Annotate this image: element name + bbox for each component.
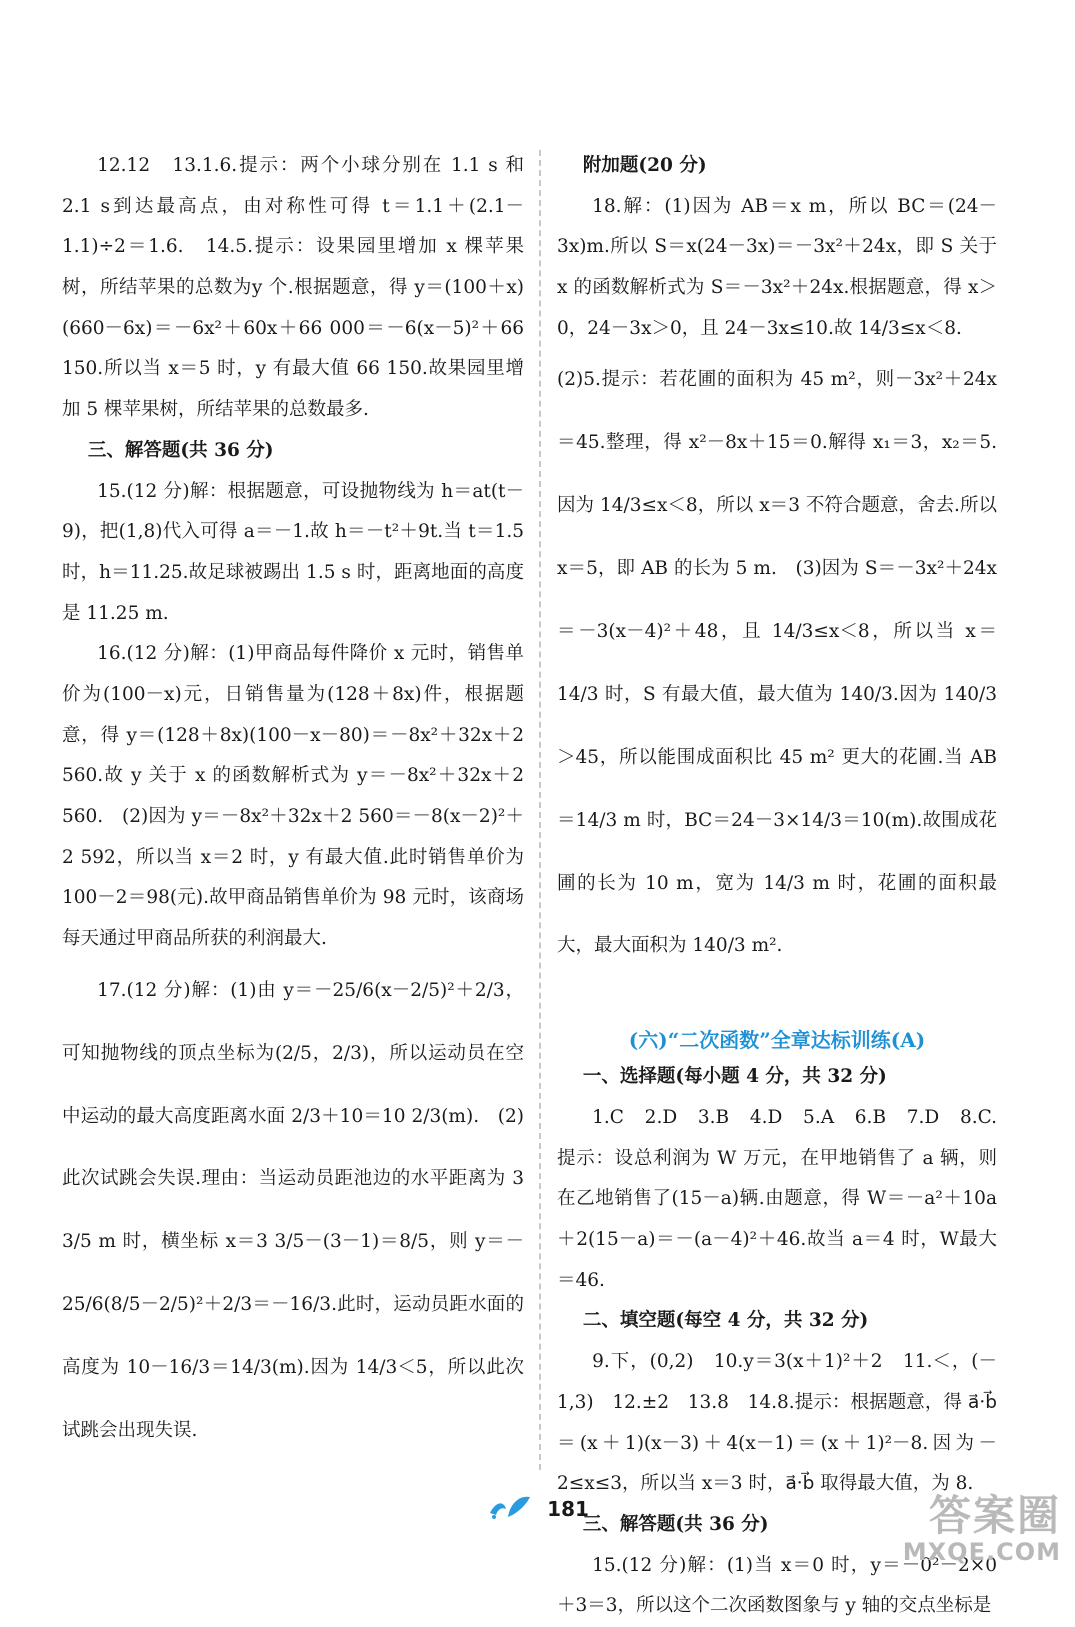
section-heading-solve: 三、解答题(共 36 分) xyxy=(87,439,274,461)
answers-9-14: 9.下，(0,2) 10.y＝3(x＋1)²＋2 11.＜，(－1,3) 12.±2 13.8 14.8.提示：根据题意，得 a⃗·b⃗＝(x＋1)(x－3)＋4(x－1)＝(x＋1)²－8.因为－2≤x≤3，所以当 x＝3 时，a⃗·b⃗ 取得最大值，为 8. xyxy=(557,1351,997,1495)
left-column xyxy=(62,146,524,1463)
answer-15: 15.(12 分)解：根据题意，可设抛物线为 h＝at(t－9)，把(1,8)代入可得 a＝－1.故 h＝－t²＋9t.当 t＝1.5 时，h＝11.25.故足球被踢出 1.5 s 时，距离地面的高度是 11.25 m. xyxy=(62,480,524,624)
section-heading-solve-2: 三、解答题(共 36 分) xyxy=(582,1513,769,1535)
right-column xyxy=(557,146,997,1627)
answer-16: 16.(12 分)解：(1)甲商品每件降价 x 元时，销售单价为(100－x)元，日销售量为(128＋8x)件，根据题意，得 y＝(128＋8x)(100－x－80)＝－8x²＋32x＋2 560.故 y 关于 x 的函数解析式为 y＝－8x²＋32x＋2 560. (2)因为 y＝－8x²＋32x＋2 560＝－8(x－2)²＋2 592，所以当 x＝2 时，y 有最大值.此时销售单价为100－2＝98(元).故甲商品销售单价为 98 元时，该商场每天通过甲商品所获的利润最大. xyxy=(62,643,524,950)
section-heading-choice: 一、选择题(每小题 4 分，共 32 分) xyxy=(582,1066,887,1088)
answer-12-14: 12.12 13.1.6.提示：两个小球分别在 1.1 s 和 2.1 s到达最高点，由对称性可得 t＝1.1＋(2.1－1.1)÷2＝1.6. 14.5.提示：设果园里增加 x 棵苹果树，所结苹果的总数为y 个.根据题意，得 y＝(100＋x)(660－6x)＝－6x²＋60x＋66 000＝－6(x－5)²＋66 150.所以当 x＝5 时，y 有最大值 66 150.故果园里增加 5 棵苹果树，所结苹果的总数最多. xyxy=(62,155,524,421)
section-heading-fill: 二、填空题(每空 4 分，共 32 分) xyxy=(582,1310,869,1332)
bonus-heading: 附加题(20 分) xyxy=(582,155,707,176)
watermark-site: MXQE.COM xyxy=(902,1538,1061,1567)
watermark-logo: 答案圈 xyxy=(928,1491,1061,1540)
answer-17: 17.(12 分)解：(1)由 y＝－25/6(x－2/5)²＋2/3，可知抛物线的顶点坐标为(2/5，2/3)，所以运动员在空中运动的最大高度距离水面 2/3＋10＝10 2/3(m). (2)此次试跳会失误.理由：当运动员距池边的水平距离为 3 3/5 m 时，横坐标 x＝3 3/5－(3－1)＝8/5，则 y＝－25/6(8/5－2/5)²＋2/3＝－16/3.此时，运动员距水面的高度为 10－16/3＝14/3(m).因为 14/3＜5，所以此次试跳会出现失误. xyxy=(62,979,524,1441)
answer-15-start: 15.(12 分)解：(1)当 x＝0 时，y＝－0²－2×0＋3＝3，所以这个二次函数图象与 y 轴的交点坐标是 xyxy=(557,1554,997,1617)
answer-18-part1: 18.解：(1)因为 AB＝x m，所以 BC＝(24－3x)m.所以 S＝x(24－3x)＝－3x²＋24x，即 S 关于 x 的函数解析式为 S＝－3x²＋24x.根据题意，得 x＞0，24－3x＞0，且 24－3x≤10.故 14/3≤x＜8. xyxy=(557,195,997,339)
leaf-ornament-icon xyxy=(486,1493,534,1525)
answer-18-part2-3: (2)5.提示：若花圃的面积为 45 m²，则－3x²＋24x＝45.整理，得 x²－8x＋15＝0.解得 x₁＝3，x₂＝5.因为 14/3≤x＜8，所以 x＝3 不符合题意，舍去.所以 x＝5，即 AB 的长为 5 m. (3)因为 S＝－3x²＋24x＝－3(x－4)²＋48，且 14/3≤x＜8，所以当 x＝14/3 时，S 有最大值，最大值为 140/3.因为 140/3＞45，所以能围成面积比 45 m² 更大的花圃.当 AB＝14/3 m 时，BC＝24－3×14/3＝10(m).故围成花圃的长为 10 m，宽为 14/3 m 时，花圃的面积最大，最大面积为 140/3 m². xyxy=(557,369,997,957)
watermark-stamp xyxy=(903,1493,1061,1566)
column-divider xyxy=(539,150,541,1470)
section-title: (六)“二次函数”全章达标训练(A) xyxy=(628,1028,926,1053)
page-number: 181 xyxy=(547,1497,589,1521)
answers-1-8: 1.C 2.D 3.B 4.D 5.A 6.B 7.D 8.C.提示：设总利润为 W 万元，在甲地销售了 a 辆，则在乙地销售了(15－a)辆.由题意，得 W＝－a²＋10a＋2(15－a)＝－(a－4)²＋46.故当 a＝4 时，W最大＝46. xyxy=(557,1107,997,1291)
